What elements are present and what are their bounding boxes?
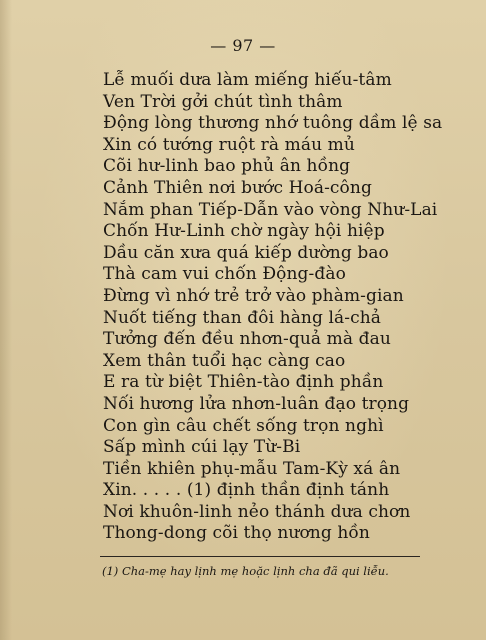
poem-line: Tưởng đến đều nhơn-quả mà đau [103, 329, 391, 350]
poem-line: Xem thân tuổi hạc càng cao [103, 350, 346, 371]
footnote: (1) Cha-mẹ hay lịnh mẹ hoặc lịnh cha đã qui liễu. [102, 564, 389, 578]
poem-line: Nắm phan Tiếp-Dẫn vào vòng Như-Lai [103, 199, 438, 220]
poem-body [103, 70, 463, 545]
poem-line: Ven Trời gởi chút tình thâm [103, 91, 343, 112]
poem-line: Lễ muối dưa làm miếng hiếu-tâm [103, 70, 392, 90]
poem-line: Đừng vì nhớ trẻ trở vào phàm-gian [103, 285, 404, 306]
poem-line: Động lòng thương nhớ tuông dầm lệ sa [103, 113, 443, 134]
poem-line: Xin có tướng ruột rà máu mủ [103, 134, 355, 155]
poem-line: Thong-dong cõi thọ nương hồn [103, 523, 370, 544]
poem-line: Cõi hư-linh bao phủ ân hồng [103, 156, 351, 177]
poem-line: Nơi khuôn-linh nẻo thánh dưa chơn [103, 501, 411, 522]
poem-line: Dầu căn xưa quá kiếp dường bao [103, 242, 389, 263]
poem-line: Thà cam vui chốn Động-đào [103, 264, 346, 285]
poem-line: Sấp mình cúi lạy Từ-Bi [103, 437, 301, 458]
poem-line: Con gìn câu chết sống trọn nghì [103, 415, 384, 436]
poem-line: Cảnh Thiên nơi bước Hoá-công [103, 177, 372, 198]
poem-line: Tiền khiên phụ-mẫu Tam-Kỳ xá ân [103, 458, 401, 479]
page-edge-shadow [0, 0, 12, 640]
poem-line: Xin. . . . . (1) định thần định tánh [103, 480, 390, 501]
poem-line: E ra từ biệt Thiên-tào định phần [103, 372, 384, 393]
poem-line: Nuốt tiếng than đôi hàng lá-chả [103, 307, 381, 328]
footnote-divider [100, 556, 420, 557]
page-number: — 97 — [210, 36, 276, 55]
poem-line: Chốn Hư-Linh chờ ngày hội hiệp [103, 221, 385, 242]
poem-line: Nối hương lửa nhơn-luân đạo trọng [103, 393, 410, 414]
